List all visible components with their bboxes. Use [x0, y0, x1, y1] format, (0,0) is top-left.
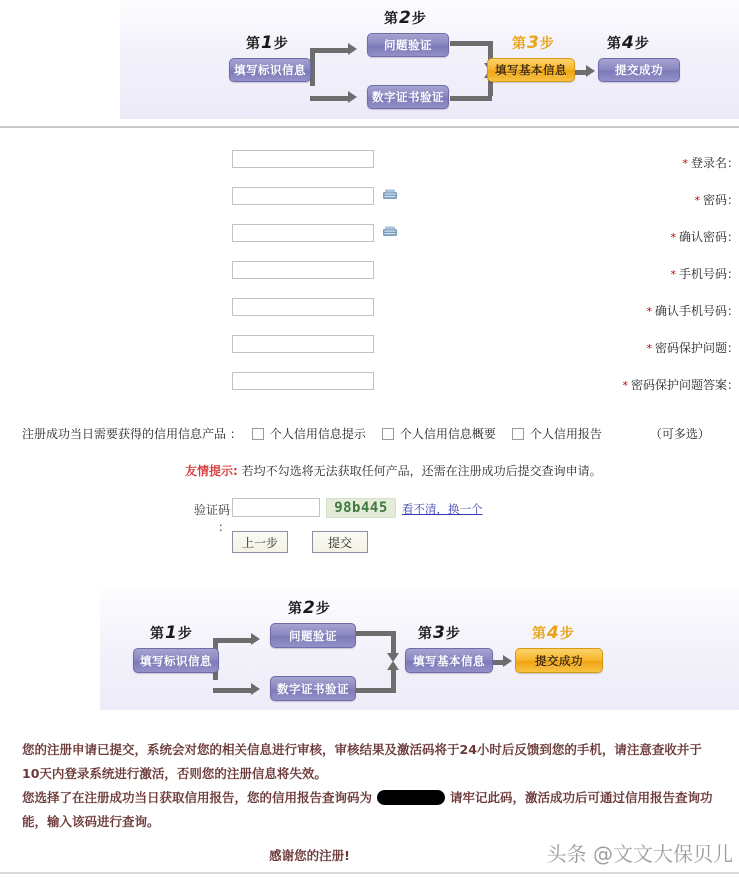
bottom-divider	[0, 872, 739, 874]
field-label-text: 手机号码	[678, 267, 727, 281]
required-mark: *	[670, 268, 676, 281]
field-label-text: 密码保护问题	[654, 341, 727, 355]
label-colon: ：	[726, 378, 739, 392]
field-label-text: 确认密码	[678, 230, 727, 244]
flow-connector-horizontal	[352, 631, 396, 636]
flow-top-step-1-label	[246, 33, 288, 53]
flow-connector-horizontal	[213, 638, 251, 643]
flow-top-node-certificate-verify: 数字证书验证	[367, 85, 449, 109]
field-label-text: 确认手机号码	[654, 304, 727, 318]
captcha-label: 验证码 ：	[193, 503, 230, 534]
credit-products-prompt: 注册成功当日需要获得的信用信息产品 ：	[22, 427, 242, 441]
step-number: 1	[165, 623, 177, 643]
step-suffix: 步	[411, 11, 426, 27]
label-login-name	[509, 154, 739, 171]
required-mark: *	[646, 305, 652, 318]
flow-connector-vertical	[391, 670, 396, 688]
required-mark: *	[694, 194, 700, 207]
multi-select-hint: （可多选）	[649, 427, 710, 441]
friendly-tip	[185, 462, 602, 479]
flow-bottom-step-3-label	[418, 623, 460, 643]
flow-arrow-head	[586, 65, 595, 77]
step-number: 2	[399, 8, 411, 28]
captcha-input[interactable]	[232, 498, 320, 517]
message-line-3b: 请牢记此码，激活成功后可通过信用报告查询功	[450, 790, 713, 805]
captcha-image[interactable]: 98b445	[326, 498, 396, 518]
message-line-3	[22, 786, 728, 810]
step-number: 3	[527, 33, 539, 53]
label-colon: ：	[726, 304, 739, 318]
captcha-refresh-link[interactable]: 看不清，换一个	[402, 502, 483, 516]
step-suffix: 步	[559, 626, 574, 642]
tip-body: 若均不勾选将无法获取任何产品，还需在注册成功后提交查询申请。	[241, 464, 602, 478]
label-colon: ：	[726, 156, 739, 170]
step-prefix: 第	[246, 36, 260, 52]
field-label-text: 密码	[702, 193, 727, 207]
step-prefix: 第	[512, 36, 526, 52]
form-row-login-name	[0, 150, 739, 187]
flow-bottom-node-fill-identity: 填写标识信息	[133, 648, 219, 673]
flow-connector-horizontal	[213, 688, 251, 693]
label-password	[509, 191, 739, 208]
flow-top-step-4-label	[607, 33, 649, 53]
watermark: 头条 @文文大保贝儿	[546, 842, 733, 866]
soft-keyboard-icon[interactable]	[382, 188, 398, 201]
required-mark: *	[646, 342, 652, 355]
flow-connector-vertical	[391, 631, 396, 653]
flow-arrow-head	[251, 633, 260, 645]
checkbox-label-credit-info-summary: 个人信用信息概要	[399, 427, 496, 441]
flow-arrow-head	[387, 661, 399, 670]
confirm-password-input[interactable]	[232, 224, 374, 242]
step-prefix: 第	[150, 626, 164, 642]
registration-flow-diagram-bottom	[100, 588, 739, 710]
step-prefix: 第	[607, 36, 621, 52]
step-number: 1	[261, 33, 273, 53]
message-line-3a: 您选择了在注册成功当日获取信用报告，您的信用报告查询码为	[22, 790, 373, 805]
form-row-confirm-password	[0, 224, 739, 261]
thanks-text: 感谢您的注册!	[269, 848, 350, 863]
flow-bottom-node-submit-success: 提交成功	[515, 648, 603, 673]
form-row-confirm-mobile	[0, 298, 739, 335]
form-row-mobile	[0, 261, 739, 298]
field-label-text: 登录名	[690, 156, 727, 170]
flow-connector-horizontal	[352, 688, 396, 693]
flow-bottom-node-question-verify: 问题验证	[270, 623, 356, 648]
checkbox-label-credit-report: 个人信用报告	[529, 427, 602, 441]
captcha-row	[0, 498, 739, 534]
mobile-input[interactable]	[232, 261, 374, 279]
step-prefix: 第	[418, 626, 432, 642]
checkbox-label-credit-info-prompt: 个人信用信息提示	[269, 427, 366, 441]
step-prefix: 第	[532, 626, 546, 642]
checkbox-credit-report[interactable]	[512, 428, 524, 440]
registration-result-message	[22, 738, 728, 834]
registration-form	[0, 150, 739, 409]
redacted-query-code	[377, 790, 445, 805]
login-name-input[interactable]	[232, 150, 374, 168]
form-row-security-question	[0, 335, 739, 372]
message-line-1: 您的注册申请已提交，系统会对您的相关信息进行审核，审核结果及激活码将于24小时后反馈到您的手机，请注意查收并于	[22, 742, 702, 757]
flow-arrow-head	[348, 91, 357, 103]
form-row-password	[0, 187, 739, 224]
flow-top-node-question-verify: 问题验证	[367, 33, 449, 57]
field-label-text: 密码保护问题答案	[630, 378, 727, 392]
soft-keyboard-icon[interactable]	[382, 225, 398, 238]
flow-top-step-3-label	[512, 33, 554, 53]
flow-connector-horizontal	[450, 96, 492, 101]
flow-arrow-head	[251, 683, 260, 695]
checkbox-credit-info-summary[interactable]	[382, 428, 394, 440]
previous-step-button[interactable]: 上一步	[232, 531, 288, 553]
label-confirm-mobile	[509, 302, 739, 319]
flow-arrow-head	[348, 43, 357, 55]
message-line-2: 10天内登录系统进行激活，否则您的注册信息将失效。	[22, 766, 327, 781]
step-prefix: 第	[384, 11, 398, 27]
flow-top-node-fill-identity: 填写标识信息	[229, 58, 311, 82]
credit-products-row	[22, 425, 710, 442]
step-suffix: 步	[177, 626, 192, 642]
registration-flow-diagram-top	[120, 0, 739, 119]
flow-top-step-2-label	[384, 8, 426, 28]
flow-connector-horizontal	[310, 96, 348, 101]
step-number: 4	[622, 33, 634, 53]
label-confirm-password	[509, 228, 739, 245]
confirm-mobile-input[interactable]	[232, 298, 374, 316]
flow-bottom-node-fill-basic-info: 填写基本信息	[405, 648, 493, 673]
step-suffix: 步	[445, 626, 460, 642]
label-mobile	[509, 265, 739, 282]
step-number: 2	[303, 598, 315, 618]
label-security-answer	[509, 376, 739, 393]
required-mark: *	[670, 231, 676, 244]
label-colon: ：	[726, 230, 739, 244]
label-colon: ：	[726, 193, 739, 207]
label-colon: ：	[726, 341, 739, 355]
flow-bottom-step-2-label	[288, 598, 330, 618]
step-suffix: 步	[539, 36, 554, 52]
required-mark: *	[682, 157, 688, 170]
tip-heading: 友情提示:	[185, 464, 238, 478]
flow-bottom-step-4-label	[532, 623, 574, 643]
submit-button[interactable]: 提交	[312, 531, 368, 553]
message-line-4: 能，输入该码进行查询。	[22, 814, 160, 829]
password-input[interactable]	[232, 187, 374, 205]
label-security-question	[509, 339, 739, 356]
flow-connector-horizontal	[450, 41, 492, 46]
step-suffix: 步	[315, 601, 330, 617]
flow-top-node-submit-success: 提交成功	[598, 58, 680, 82]
label-colon: ：	[726, 267, 739, 281]
step-number: 4	[547, 623, 559, 643]
step-suffix: 步	[634, 36, 649, 52]
flow-bottom-step-1-label	[150, 623, 192, 643]
form-action-buttons	[0, 531, 739, 555]
form-row-security-answer	[0, 372, 739, 409]
step-suffix: 步	[273, 36, 288, 52]
security-answer-input[interactable]	[232, 372, 374, 390]
flow-top-node-fill-basic-info: 填写基本信息	[487, 58, 575, 82]
flow-arrow-head	[503, 655, 512, 667]
step-number: 3	[433, 623, 445, 643]
checkbox-credit-info-prompt[interactable]	[252, 428, 264, 440]
security-question-input[interactable]	[232, 335, 374, 353]
flow-bottom-node-certificate-verify: 数字证书验证	[270, 676, 356, 701]
step-prefix: 第	[288, 601, 302, 617]
section-divider	[0, 126, 739, 128]
flow-connector-horizontal	[310, 48, 348, 53]
required-mark: *	[622, 379, 628, 392]
